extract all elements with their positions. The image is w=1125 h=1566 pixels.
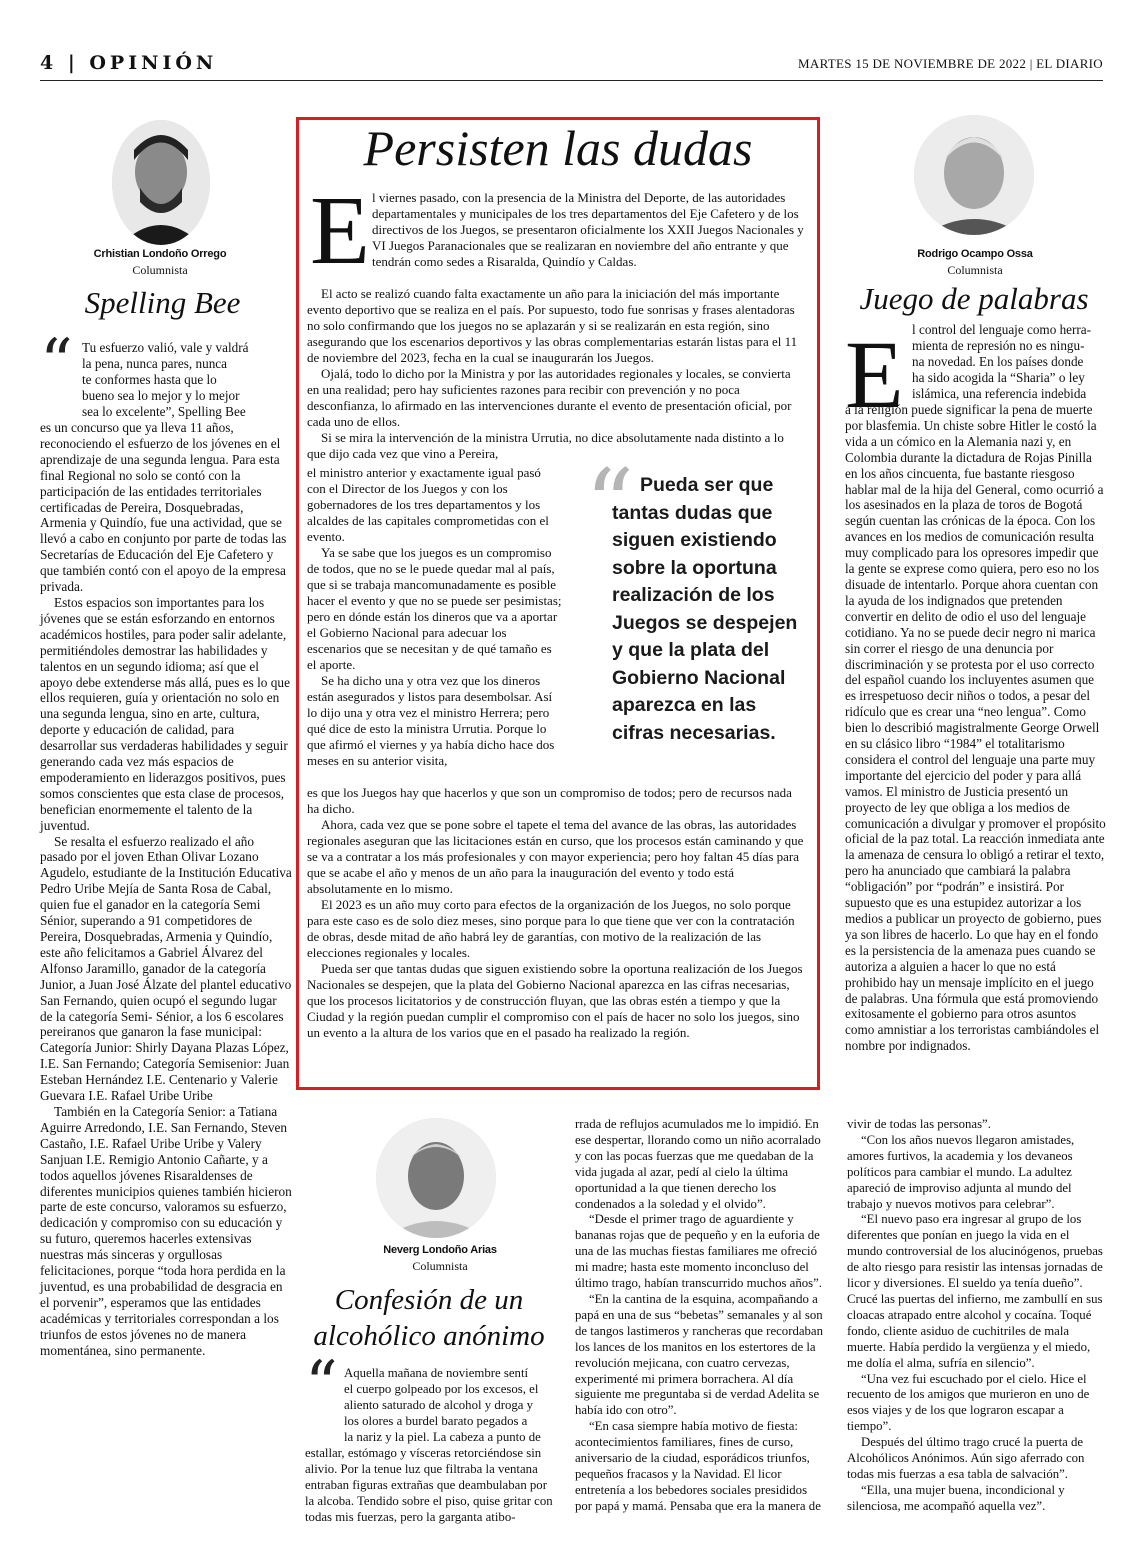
paragraph bbox=[305, 1429, 553, 1525]
intro-line-end: la nariz y la piel. bbox=[344, 1430, 430, 1444]
paragraph: Ojalá, todo lo dicho por la Ministra y por las autoridades regionales y locales, se convierta en una realidad; pero hay suficientes razones para recibir con prevención y no poca desconfianza, lo afirmado en las intervenciones durante el evento de presentación oficial, por cada uno de ellos. bbox=[307, 366, 792, 429]
paragraph: es un concurso que ya lleva 11 años, reconociendo el esfuerzo de los jóvenes en el aprendizaje de una segunda lengua. Para esta final Regional no solo se contó con la participación de las entidades territoriales certificadas de Pereira, Dosquebradas, Armenia y Quindío, fue una actividad, que se llevó a cabo en conjunto por parte de todas las Secretarías de Educación del Eje Cafetero y que también contó con el apoyo de la empresa privada. bbox=[40, 420, 287, 595]
paragraph: Pueda ser que tantas dudas que siguen existiendo sobre la oportuna realización de los Juegos Nacionales se despejen, que la plata del Gobierno Nacional aparezca en las cifras necesarias, que los procesos licitatorios y de construcción fluyan, que las obras estén a tiempo y que la Ciudad y la región puedan cumplir el compromiso con el país de hacer no solo los juegos, sino un evento a la altura de los varios que en el pasado ha realizado la región. bbox=[307, 961, 803, 1040]
paragraph: “El nuevo paso era ingresar al grupo de los diferentes que ponían en juego la vida en el mundo controversial de los alucinógenos, pruebas de alto riesgo para resistir las intensas jornadas de licor y diversiones. El sueldo ya tenía dueño”. Crucé las puertas del infierno, me zambullí en sus cloacas atrapado entre alcohol y cocaína. Toqué fondo, cliente asiduo de cuchitriles de mala muerte. Había perdido la vergüenza y el miedo, me dolía el alma, sufría en silencio”. bbox=[847, 1212, 1103, 1370]
intro-line: l control del lenguaje como herra- bbox=[912, 322, 1092, 337]
paragraph: a la religión puede significar la pena de muerte por blasfemia. Un chiste sobre Hitler le costó la vida a un cómico en la Alemania nazi y, en Colombia durante la dictadura de Rojas Pinilla en los años cincuenta, fue bastante riesgoso hablar mal de la hija del General, como ocurrió a los asesinados en la plaza de toros de Bogotá según cuentan las crónicas de la época. Con los avances en los medios de comunicación resulta muy complicado para los opresores impedir que la gente se exprese como quiera, pero eso no los disuade de intentarlo. Porque ahora cuentan con la ayuda de los indignados que pretenden convertir en delito de odio el uso del lenguaje cotidiano. Ya no se puede decir negro ni marica sin correr el riesgo de una denuncia por discriminación y se protesta por el uso correcto del español cuando los incluyentes asumen que es irrespetuoso decir niños o todos, a pesar del ridículo que es crear una “neo lengua”. Como bien lo describió magistralmente George Orwell en su clásico libro “1984” el totalitarismo considera el control del lenguaje una parte muy importante del ejercicio del poder y para allá vamos. El ministro de Justicia presentó un proyecto de ley que obliga a los medios de comunicación a divulgar y promover el propósito oficial de la paz total. La reacción inmediata ante la amenaza de censura lo obligó a retirar el texto, pero ha anunciado que cambiará la palabra “obligación” por “podrán” e insistirá. Por supuesto que es una estupidez autorizar a los medios a publicar un proyecto de gobierno, pues ya son libres de hacerlo. Lo que hay en el fondo es la persistencia de la amenaza pues cuando se autoriza a alguien a hacer lo que no está prohibido hay un mensaje implícito en el juego de palabras. Una fórmula que está promoviendo exitosamente el gobierno para otros asuntos como amnistiar a los terroristas cambiándoles el nombre por indignados. bbox=[845, 402, 1106, 1054]
paragraph: Si se mira la intervención de la ministra Urrutia, no dice absolutamente nada distinto a lo que dijo cada vez que vino a Pereira, bbox=[307, 430, 784, 461]
column-body bbox=[40, 420, 292, 1358]
article-title: Confesión de un alcohólico anónimo bbox=[313, 1284, 545, 1352]
editorial-body-top bbox=[307, 286, 805, 462]
intro-line: sea lo excelente”, Spelling Bee bbox=[82, 403, 246, 419]
paragraph: rrada de reflujos acumulados me lo impidió. En ese despertar, llorando como un niño acorralado y con las pocas fuerzas que me quedaban de la vida jugada al azar, pedí al cielo la última oportunidad a la que tienen derecho los condenados a la soledad y el olvido”. bbox=[575, 1117, 821, 1211]
author-photo-londono-arias bbox=[376, 1118, 496, 1238]
paragraph: es que los Juegos hay que hacerlos y que son un compromiso de todos; pero de recursos nada ha dicho. bbox=[307, 785, 792, 816]
paragraph: l viernes pasado, con la presencia de la Ministra del Deporte, de las autoridades departamentales y municipales de los tres departamentos del Eje Cafetero y de los directivos de los Juegos, se presentaron oficialmente los XXII Juegos Nacionales y VI Juegos Paranacionales que se realizaran en noviembre del año entrante y que tendrán como sedes a Risaralda, Quindío y Caldas. bbox=[372, 190, 804, 269]
article-col3 bbox=[847, 1117, 1105, 1515]
intro-line: Tu esfuerzo valió, vale y valdrá bbox=[82, 340, 249, 355]
column-body bbox=[845, 402, 1107, 1054]
editorial-body-left bbox=[307, 465, 562, 769]
paragraph: Estos espacios son importantes para los jóvenes que se están esforzando en entornos académicos hostiles, para poder salir adelante, permitiéndoles demostrar las habilidades y talentos en un segundo idioma; así que el apoyo debe extenderse más allá, pues es lo que ellos requieren, guía y orientación no solo en una segunda lengua, sino en arte, cultura, deporte y educación de calidad, para desarrollar sus verdaderas habilidades y seguir generando cada vez más espacios de empoderamiento en liderazgos positivos, pues somos conscientes que esta clase de procesos, benefician enormemente el talento de la juventud. bbox=[40, 594, 290, 833]
intro-line: na novedad. En los países donde bbox=[912, 353, 1084, 369]
quote-mark-icon: “ bbox=[40, 326, 73, 400]
paragraph: “Una vez fui escuchado por el cielo. Hice el recuento de los amigos que murieron en uno de esos viajes y de los que lograron escapar a tiempo”. bbox=[847, 1371, 1090, 1434]
author-name: Rodrigo Ocampo Ossa bbox=[917, 248, 1033, 260]
paragraph: También en la Categoría Senior: a Tatiana Aguirre Arredondo, I.E. San Fernando, Steven Castaño, I.E. Rafael Uribe Uribe y Valery Sanjuan I.E. Remigio Antonio Cañarte, y a todos aquellos jóvenes Risaraldenses de diferentes municipios quienes también hicieron parte de este concurso, valoramos su esfuerzo, dedicación y compromiso con su educación y su futuro, queremos hacerles extensivas nuestras más sinceras y orgullosas felicitaciones, porque “toda hora perdida en la juventud, es una probabilidad de desgracia en el porvenir”, esperamos que las entidades académicas y territoriales correspondan a los triunfos de estos jóvenes no de manera momentánea, sino permanente. bbox=[40, 1103, 292, 1358]
header-rule bbox=[40, 80, 1103, 81]
column-intro bbox=[912, 322, 1107, 402]
article-col1 bbox=[305, 1429, 553, 1525]
paragraph: vivir de todas las personas”. bbox=[847, 1117, 991, 1131]
issue-date: MARTES 15 DE NOVIEMBRE DE 2022 | EL DIARIO bbox=[798, 56, 1103, 71]
article-col2 bbox=[575, 1117, 825, 1515]
intro-line: ha sido acogida la “Sharia” o ley bbox=[912, 369, 1085, 385]
intro-line: el cuerpo golpeado por los excesos, el bbox=[344, 1382, 539, 1396]
intro-line: islámica, una referencia indebida bbox=[912, 385, 1087, 401]
intro-line: aliento saturado de alcohol y droga y bbox=[344, 1398, 534, 1412]
paragraph: “En la cantina de la esquina, acompañando a papá en una de sus “bebetas” semanales y al son de tangos lastimeros y rancheras que recordaban los lances de los manitos en los estertores de la revolución mejicana, con cuatro cervezas, experimenté mi primera borrachera. Al día siguiente me preguntaba si de verdad Adelita se había ido con otro”. bbox=[575, 1291, 824, 1418]
column-title: Spelling Bee bbox=[84, 285, 241, 320]
author-photo-londono-orrego bbox=[112, 120, 210, 245]
paragraph: Ahora, cada vez que se pone sobre el tapete el tema del avance de las obras, las autoridades regionales aseguran que las licitaciones están en curso, que los procesos están caminando y que se va a contratar a los más profesionales y con mayor experiencia; pero hoy faltan 45 días para que se acabe el año y menos de un año para la inauguración del evento y todo está absolutamente en lo mismo. bbox=[307, 817, 804, 896]
pullquote-mark-icon: “ bbox=[585, 449, 635, 561]
paragraph: el ministro anterior y exactamente igual pasó con el Director de los Juegos y con los gobernadores de los tres departamentos y los alcaldes de las capitales comprometidas con el evento. bbox=[307, 465, 549, 544]
dropcap: E bbox=[310, 177, 370, 285]
author-role: Columnista bbox=[947, 263, 1003, 277]
intro-line: la pena, nunca pares, nunca bbox=[82, 355, 227, 371]
intro-line: te conformes hasta que lo bbox=[82, 371, 217, 387]
paragraph: “Con los años nuevos llegaron amistades, amores furtivos, la academia y los devaneos políticos para cambiar el mundo. La adultez apareció de improviso adjunta al mundo del trabajo y nuevos motivos para celebrar”. bbox=[847, 1132, 1075, 1211]
author-photo-ocampo-ossa bbox=[914, 115, 1034, 235]
author-role: Columnista bbox=[412, 1259, 468, 1273]
editorial-title: Persisten las dudas bbox=[363, 120, 753, 176]
intro-line: bueno sea lo mejor y lo mejor bbox=[82, 387, 240, 403]
paragraph: “Desde el primer trago de aguardiente y bananas rojas que de pequeño y en la euforia de una de las muchas fiestas familiares me ofreció mi madre; hasta este momento inconcluso del último trago, habían transcurrido muchos años”. bbox=[575, 1212, 822, 1291]
dropcap: E bbox=[845, 321, 904, 428]
paragraph: “Ella, una mujer buena, incondicional y silenciosa, me acompañó aquella vez”. bbox=[847, 1482, 1065, 1513]
paragraph-text: La cabeza a punto de estallar, estómago y vísceras retorciéndose sin alivio. Por la tenue luz que filtraba la ventana entraban figuras extrañas que deambulaban por la alcoba. Tendido sobre el piso, quise gritar con todas mis fuerzas, pero la garganta atibo- bbox=[305, 1430, 553, 1524]
article-intro bbox=[344, 1365, 554, 1429]
intro-line: Aquella mañana de noviembre sentí bbox=[344, 1366, 529, 1380]
author-name: Neverg Londoño Arias bbox=[383, 1244, 497, 1256]
paragraph: Ya se sabe que los juegos es un compromiso de todos, que no se le puede quedar mal al país, que si se trabaja mancomunadamente es posible hacer el evento y que no se puede ser pesimistas; pero en dónde están los dineros que va a aportar el Gobierno Nacional para adecuar los escenarios que se necesitan y de qué tamaño es el aporte. bbox=[307, 545, 562, 672]
author-name: Crhistian Londoño Orrego bbox=[93, 248, 227, 260]
paragraph: El 2023 es un año muy corto para efectos de la organización de los Juegos, no solo porque para este caso es de solo diez meses, sino porque para lo que tiene que ver con la contratación de obras, desde mitad de año habrá ley de garantías, con motivo de la realización de las elecciones regionales y locales. bbox=[307, 897, 795, 960]
editorial-body-bottom bbox=[307, 785, 805, 1041]
author-role: Columnista bbox=[132, 263, 188, 277]
column-intro bbox=[82, 340, 292, 420]
column-title: Juego de palabras bbox=[859, 281, 1089, 316]
section-label: 4 | OPINIÓN bbox=[40, 52, 218, 74]
intro-line: mienta de represión no es ningu- bbox=[912, 337, 1085, 353]
pullquote: Pueda ser que tantas dudas que siguen existiendo sobre la oportuna realización de los Juegos se despejen y que la plata del Gobierno Nacional aparezca en las cifras necesarias. bbox=[612, 474, 798, 744]
editorial-p1 bbox=[372, 190, 804, 270]
paragraph: Se resalta el esfuerzo realizado el año pasado por el joven Ethan Olivar Lozano Agudelo, estudiante de la Institución Educativa Pedro Uribe Mejía de Santa Rosa de Cabal, quien fue el ganador en la categoría Semi Sénior, superando a 91 competidores de Pereira, Dosquebradas, Armenia y Quindío, este año felicitamos a Gabriel Álvarez del Alfonso Jaramillo, ganador de la categoría Junior, a Juan José Álzate del plantel educativo San Fernando, quien ocupó el segundo lugar de la categoría Semi- Sénior, a los 6 escolares pereiranos que ganaron la fase municipal: Categoría Junior: Shirly Dayana Plazas López, I.E. San Fernando; Categoría Semisenior: Juan Esteban Hernández I.E. Centenario y Valerie Guevara I.E. Rafael Uribe Uribe bbox=[40, 833, 292, 1104]
paragraph: “En casa siempre había motivo de fiesta: acontecimientos familiares, fines de curso, aniversario de la ciudad, esporádicos triunfos, pequeños fracasos y la Navidad. El licor entretenía a los bebedores sociales presididos por papá y mamá. Pensaba que era la manera de bbox=[575, 1419, 821, 1513]
paragraph: El acto se realizó cuando falta exactamente un año para la iniciación del más importante evento deportivo que se realiza en el país. Por supuesto, todo fue sonrisas y frases alentadoras no solo confirmando que los juegos no se aplazarán y si se realizarán en esta región, sino asegurando que los escenarios deportivos y las obras complementarias estarán listas para el 11 de noviembre del 2023, fecha en la cual se inaugurarán los Juegos. bbox=[307, 286, 798, 365]
intro-line: los olores a burdel barato pegados a bbox=[344, 1414, 528, 1428]
paragraph: Después del último trago crucé la puerta de Alcohólicos Anónimos. Aún sigo aferrado con todas mis fuerzas a esa tabla de salvación”. bbox=[847, 1435, 1085, 1481]
quote-mark-icon: “ bbox=[305, 1348, 338, 1422]
paragraph: Se ha dicho una y otra vez que los dineros están asegurados y listos para desembolsar. Así lo dijo una y otra vez el ministro Herrera; pero qué dice de esto la ministra Urrutia. Porque lo que afirmó el viernes y ya había dicho hace dos meses en su anterior visita, bbox=[307, 673, 555, 768]
